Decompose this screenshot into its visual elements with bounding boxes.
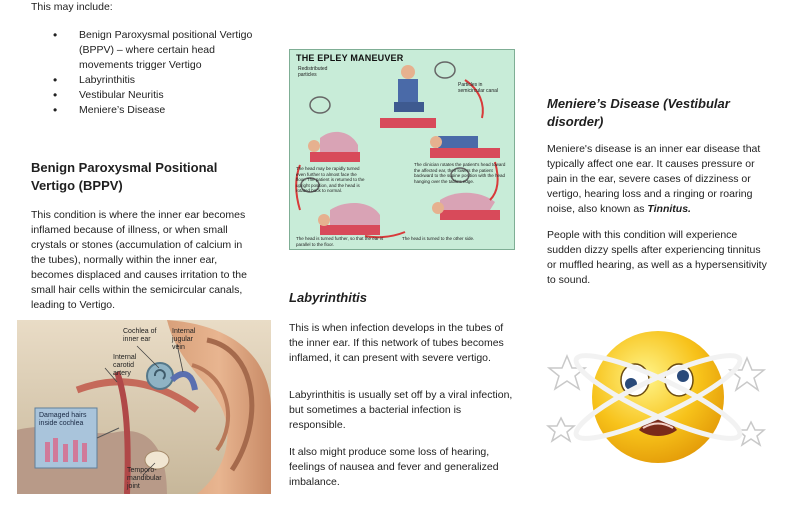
label-redistributed: Redistributed particles <box>298 66 328 78</box>
bppv-heading: Benign Paroxysmal Positional Vertigo (BPPV) <box>31 160 218 193</box>
label-step-other-side: The head is turned to the other side. <box>402 236 475 241</box>
label-step-rotate: The clinician rotates the patient's head toward the affected ear, then lowers the patient backward to the supine position with the head hanging over the table's edge. <box>414 162 506 184</box>
dizzy-emoji-image <box>545 318 772 476</box>
epley-illustration <box>290 50 514 249</box>
conditions-list <box>53 28 258 118</box>
dizzy-face-icon <box>545 318 772 476</box>
label-step-further: The head is turned further, so that the ear is parallel to the floor. <box>296 236 384 247</box>
epley-title: THE EPLEY MANEUVER <box>296 53 404 63</box>
labyrinthitis-p2: Labyrinthitis is usually set off by a viral infection, but sometimes a bacterial infection is responsible. <box>289 389 513 431</box>
label-canal: Particles in semicircular canal <box>458 82 499 94</box>
tinnitus-term: Tinnitus. <box>647 203 691 215</box>
list-item: • Vestibular Neuritis <box>53 88 258 103</box>
meniere-heading: Meniere’s Disease (Vestibular disorder) <box>547 96 730 129</box>
meniere-p1-text: Meniere's disease is an inner ear disease that typically affect one ear. It causes pressure or pain in the ear, severe cases of dizziness or vertigo, hearing loss and a ringing or roaring noise, also known as <box>547 143 761 215</box>
label-step-return: The head may be rapidly turned even further to almost face the floor. The patient is returned to the upright position, and the head is rotated back to normal. <box>296 166 365 193</box>
label-damaged-hairs: Damaged hairs inside cochlea <box>39 412 87 427</box>
labyrinthitis-heading: Labyrinthitis <box>289 290 368 305</box>
labyrinthitis-p1: This is when infection develops in the tubes of the inner ear. If this network of tubes becomes inflamed, it can present with severe vertigo. <box>289 322 504 364</box>
label-carotid: Internal carotid artery <box>113 354 137 377</box>
labyrinthitis-p3: It also might produce some loss of hearing, feelings of nausea and fever and generalized imbalance. <box>289 446 499 488</box>
label-jugular: Internal jugular vein <box>172 328 196 351</box>
list-item: • Labyrinthitis <box>53 73 258 88</box>
bppv-text: This condition is where the inner ear becomes inflamed because of illness, or when small crystals or stones (accumulation of calcium in the tubes), normally within the inner ear, becomes displaced and causes irritation to the small hair cells within the semicircular canals, leading to Vertigo. <box>31 209 247 311</box>
intro-text: This may include: <box>31 1 113 13</box>
label-cochlea: Cochlea of inner ear <box>123 328 157 343</box>
ear-anatomy-image <box>17 320 271 494</box>
list-item: • Meniere’s Disease <box>53 103 258 118</box>
epley-maneuver-image <box>289 49 515 250</box>
label-tmj: Temporo- mandibular joint <box>127 467 162 490</box>
meniere-p1 <box>547 142 772 217</box>
list-item: • Benign Paroxysmal positional Vertigo (BPPV) – where certain head movements trigger Vertigo <box>53 28 258 73</box>
meniere-p2: People with this condition will experience sudden dizzy spells after experiencing tinnitus or muffled hearing, as well as a hypersensitivity to sound. <box>547 229 767 286</box>
